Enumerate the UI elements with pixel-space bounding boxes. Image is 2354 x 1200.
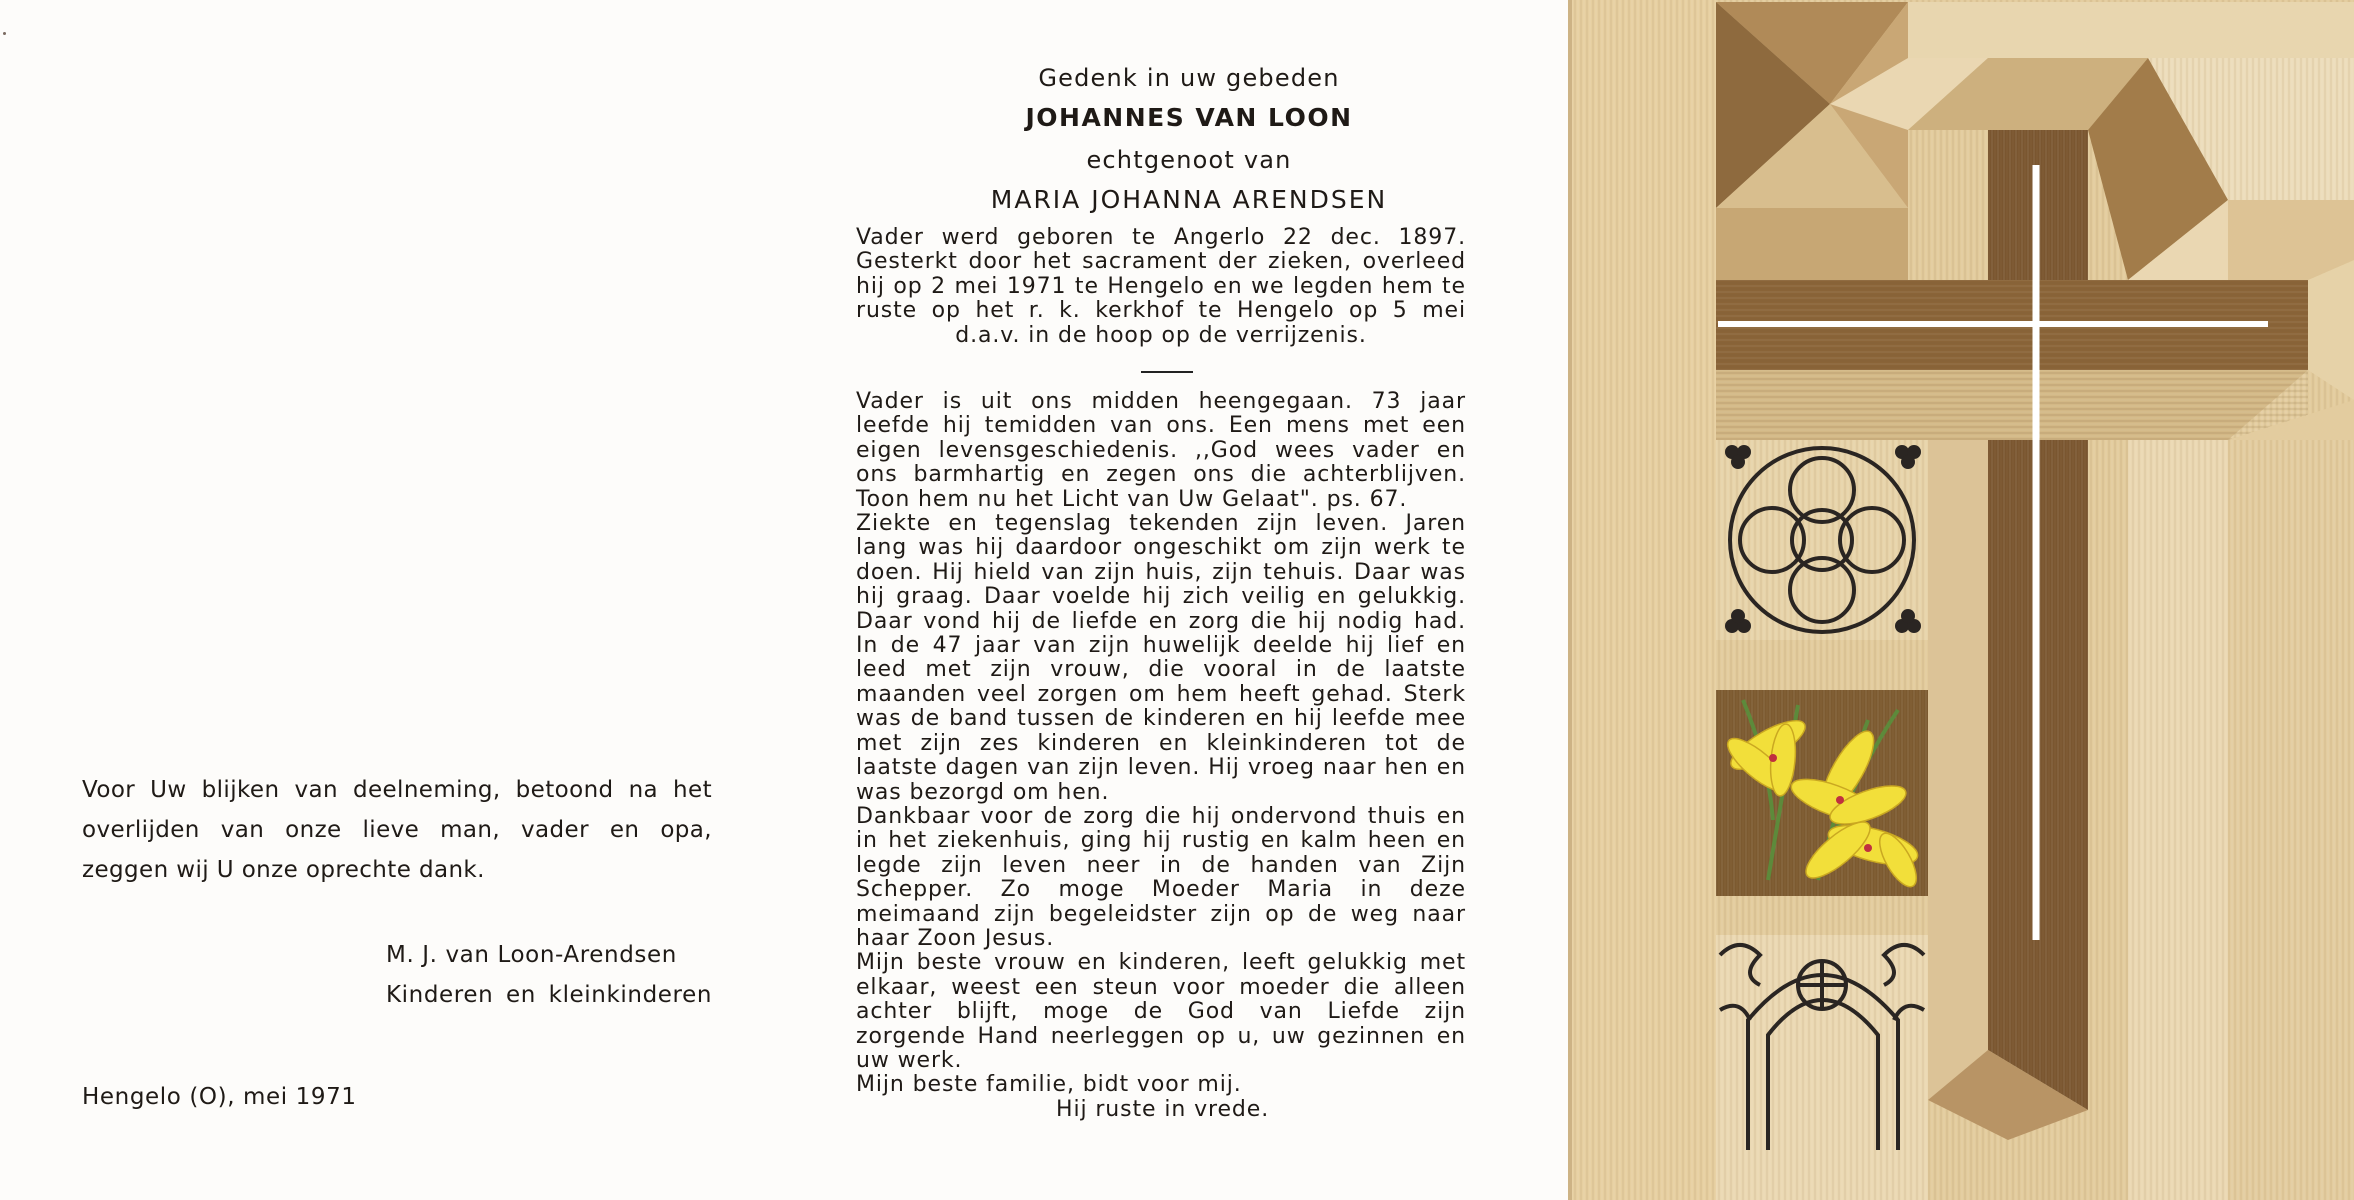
- tribute-block: [856, 390, 1466, 1122]
- tribute-paragraph: Vader is uit ons midden heengegaan. 73 jaar leefde hij temidden van ons. Een mens met een eigen levensgeschiedenis. ,,God wees vader en ons barmhartig en zegen ons die achterblijven. Toon hem nu het Licht van Uw Gelaat". ps. 67.: [856, 389, 1466, 512]
- artwork-panel: [1568, 0, 2354, 1200]
- rose-window-panel: [1716, 440, 1928, 640]
- divider-rule: [1141, 371, 1193, 373]
- gothic-window-panel: [1716, 935, 1928, 1200]
- tribute-paragraph: Mijn beste familie, bidt voor mij.: [856, 1072, 1242, 1098]
- tribute-paragraph: Mijn beste vrouw en kinderen, leeft gelukkig met elkaar, weest een steun voor moeder die alleen achter blijft, moge de God van Liefde zijn zorgende Hand neerleggen op u, uw gezinnen en uw werk.: [856, 950, 1466, 1073]
- thank-you-text: Voor Uw blijken van deelneming, betoond na het overlijden van onze lieve man, vader en opa, zeggen wij U onze oprechte dank.: [82, 777, 712, 883]
- memorial-text-panel: [780, 0, 1570, 1200]
- tribute-paragraph: Dankbaar voor de zorg die hij ondervond thuis en in het ziekenhuis, ging hij rustig en kalm heen en legde zijn leven neer in de handen van Zijn Schepper. Zo moge Moeder Maria in deze meimaand zijn begeleidster zijn op de weg naar haar Zoon Jesus.: [856, 803, 1466, 951]
- marquetry-cross-artwork: [1568, 0, 2354, 1200]
- prayer-line: Gedenk in uw gebeden: [1038, 64, 1340, 92]
- lily-flower-panel: [1716, 690, 1928, 896]
- signature-family: Kinderen en kleinkinderen: [386, 982, 712, 1008]
- signature-name: M. J. van Loon-Arendsen: [386, 942, 677, 968]
- closing-line: Hij ruste in vrede.: [1056, 1096, 1270, 1122]
- biography-text: Vader werd geboren te Angerlo 22 dec. 1897. Gesterkt door het sacrament der zieken, overleed hij op 2 mei 1971 te Hengelo en we legden hem te ruste op het r. k. kerkhof te Hengelo op 5 mei d.a.v. in de hoop op de verrijzenis.: [856, 225, 1466, 348]
- place-date: Hengelo (O), mei 1971: [82, 1084, 357, 1110]
- tribute-paragraph: Ziekte en tegenslag tekenden zijn leven. Jaren lang was hij daardoor ongeschikt om zijn werk te doen. Hij hield van zijn huis, zijn tehuis. Daar was hij graag. Daar voelde hij zich veilig en gelukkig. Daar vond hij de liefde en zorg die hij nodig had. In de 47 jaar van zijn huwelijk deelde hij lief en leed met zijn vrouw, die vooral in de laatste maanden veel zorgen om hem heeft gehad. Sterk was de band tussen de kinderen en hij leefde mee met zijn zes kinderen en kleinkinderen tot de laatste dagen van zijn leven. Hij vroeg naar hen en was bezorgd om hen.: [856, 511, 1466, 805]
- deceased-name: JOHANNES VAN LOON: [1025, 103, 1353, 132]
- spouse-name: MARIA JOHANNA ARENDSEN: [990, 185, 1388, 214]
- thank-you-panel: [0, 0, 780, 1200]
- biography-block: [856, 226, 1466, 348]
- print-speck: [3, 32, 6, 35]
- spouse-of-line: echtgenoot van: [1086, 146, 1292, 174]
